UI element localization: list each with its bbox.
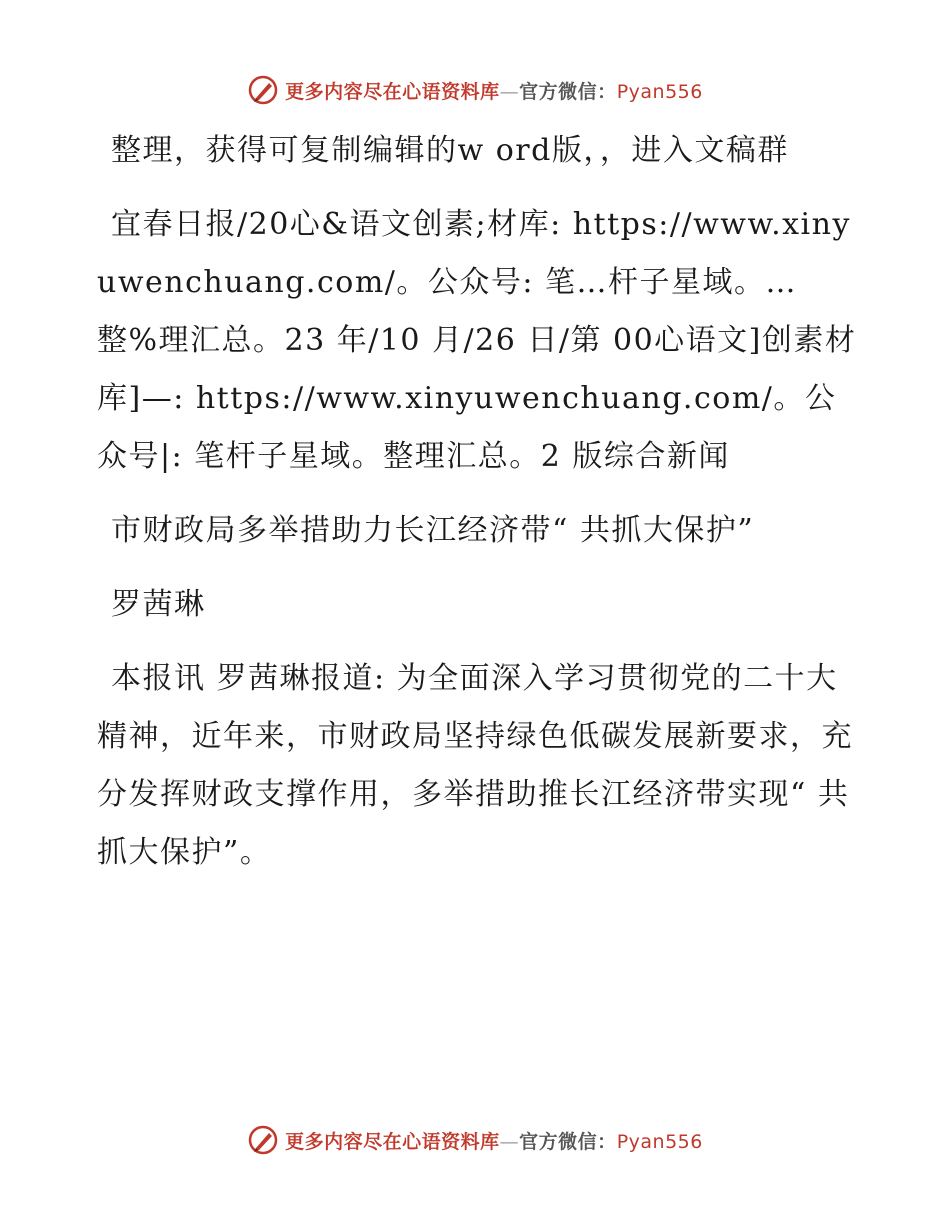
banner-wechat-label: 官方微信： (519, 80, 617, 103)
banner-wechat-id: Pyan556 (616, 80, 703, 103)
quill-pen-icon (247, 74, 279, 106)
footer-banner (0, 1120, 950, 1160)
banner-caption (285, 77, 703, 104)
intro-paragraph: 整理，获得可复制编辑的w ord版，，进入文稿群 (111, 133, 789, 168)
banner-separator: — (499, 1130, 520, 1153)
document-body (97, 122, 857, 898)
banner-separator: — (499, 80, 520, 103)
banner-caption (285, 1127, 703, 1154)
banner-title: 更多内容尽在心语资料库 (285, 1130, 500, 1153)
source-paragraph: 宜春日报/20心&语文创素;材库: https://www.xinyuwenchuang.com/。公众号: 笔…杆子星域。…整%理汇总。23 年/10 月/26 日/第 00心语文]创素材库]—: https://www.xinyuwenchuang.com/。公众号|: 笔杆子星域。整理汇总。2 版综合新闻 (97, 207, 857, 474)
quill-pen-icon (247, 1124, 279, 1156)
banner-title: 更多内容尽在心语资料库 (285, 80, 500, 103)
article-author: 罗茜琳 (111, 587, 206, 622)
header-banner (0, 70, 950, 110)
article-headline: 市财政局多举措助力长江经济带“ 共抓大保护” (111, 513, 755, 548)
article-lead-paragraph: 本报讯 罗茜琳报道: 为全面深入学习贯彻党的二十大精神，近年来，市财政局坚持绿色低碳发展新要求，充分发挥财政支撑作用，多举措助推长江经济带实现“ 共抓大保护”。 (97, 661, 853, 870)
banner-wechat-id: Pyan556 (616, 1130, 703, 1153)
banner-wechat-label: 官方微信： (519, 1130, 617, 1153)
